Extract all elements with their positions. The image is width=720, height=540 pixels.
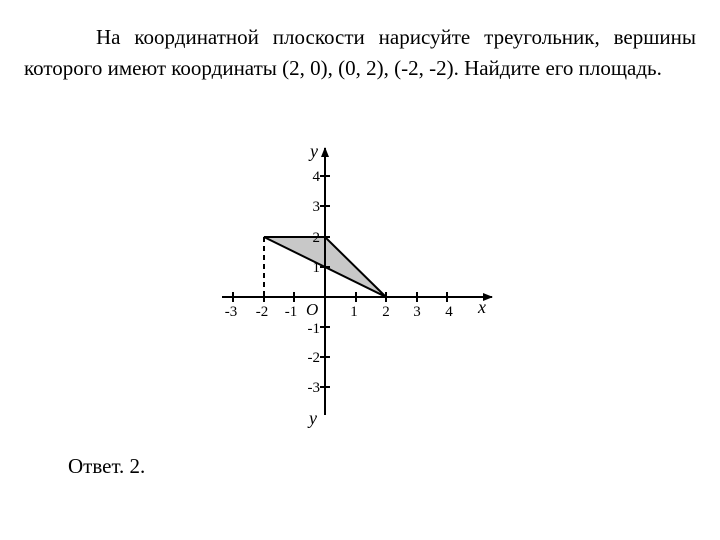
y-tick-label: 3	[312, 199, 320, 215]
y-tick-label: -3	[307, 380, 320, 396]
y-tick-label: 1	[312, 260, 320, 276]
x-tick-label: 3	[413, 304, 421, 320]
y-axis-letter: y	[310, 141, 318, 161]
answer-text: Ответ. 2.	[68, 454, 146, 478]
x-tick-label: 4	[445, 304, 453, 320]
x-tick-label: 2	[382, 304, 390, 320]
y-tick-label: 2	[312, 230, 320, 246]
x-tick-label: 1	[350, 304, 358, 320]
problem-statement: На координатной плоскости нарисуйте треугольник, вершины которого имеют координаты (2, 0), (0, 2), (-2, -2). Найдите его площадь.	[24, 25, 696, 80]
y-axis-bottom-letter: y	[309, 408, 317, 428]
x-tick-label: -3	[224, 304, 238, 320]
origin-label: O	[306, 300, 319, 319]
y-tick-label: -1	[307, 321, 320, 337]
x-tick-label: -2	[255, 304, 269, 320]
x-tick-label: -1	[284, 304, 298, 320]
y-tick-label: -2	[307, 350, 320, 366]
x-axis-letter: x	[478, 297, 486, 317]
y-tick-label: 4	[312, 169, 320, 185]
